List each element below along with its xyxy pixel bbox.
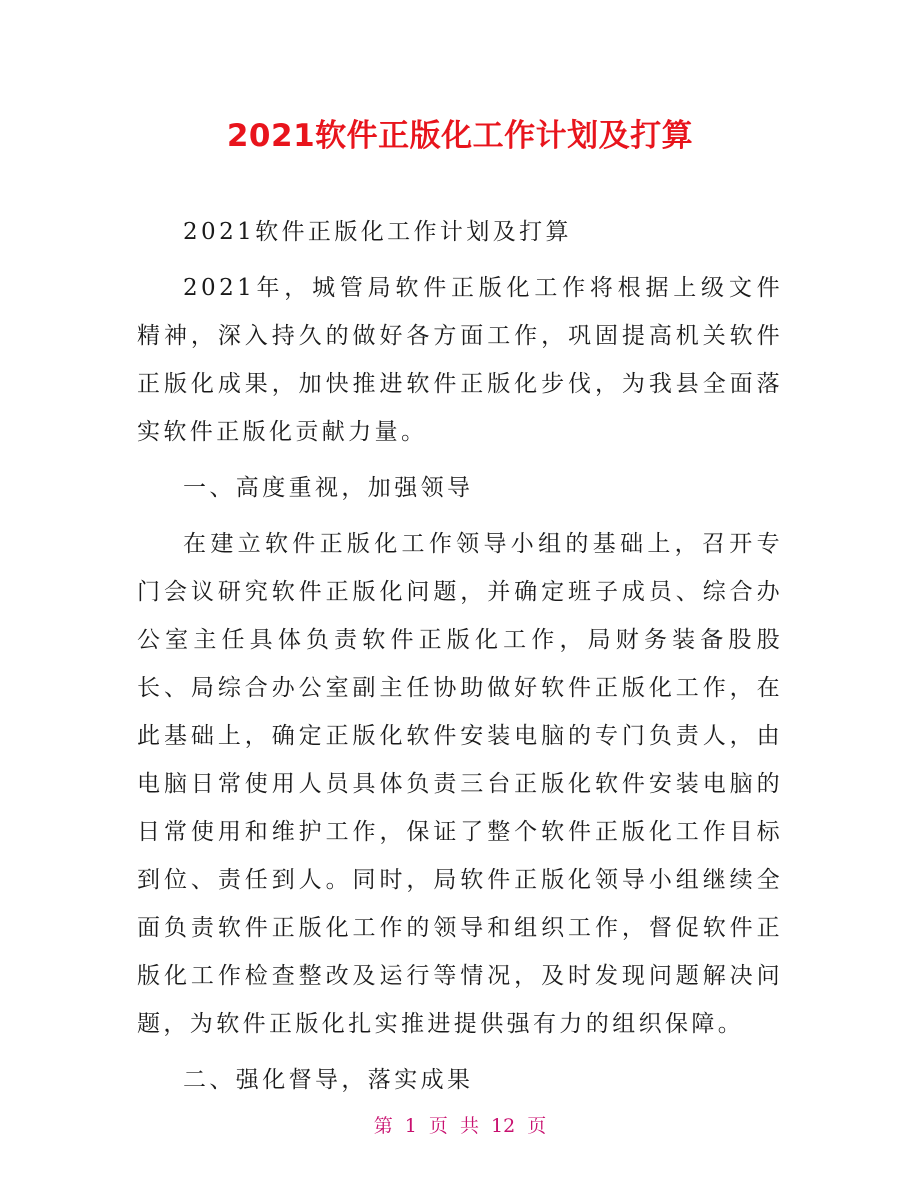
section-heading-1: 一、高度重视，加强领导 (183, 475, 474, 501)
page-number-footer: 第 1 页 共 12 页 (373, 1115, 547, 1137)
intro-paragraph: 2021年，城管局软件正版化工作将根据上级文件精神，深入持久的做好各方面工作，巩固提高机关软件正版化成果，加快推进软件正版化步伐，为我县全面落实软件正版化贡献力量。 (137, 275, 783, 445)
subtitle-paragraph: 2021软件正版化工作计划及打算 (183, 219, 572, 245)
section-1-paragraph: 在建立软件正版化工作领导小组的基础上，召开专门会议研究软件正版化问题，并确定班子成员、综合办公室主任具体负责软件正版化工作，局财务装备股股长、局综合办公室副主任协助做好软件正版化工作，在此基础上，确定正版化软件安装电脑的专门负责人，由电脑日常使用人员具体负责三台正版化软件安装电脑的日常使用和维护工作，保证了整个软件正版化工作目标到位、责任到人。同时，局软件正版化领导小组继续全面负责软件正版化工作的领导和组织工作，督促软件正版化工作检查整改及运行等情况，及时发现问题解决问题，为软件正版化扎实推进提供强有力的组织保障。 (137, 531, 783, 1037)
document-body (137, 208, 783, 1104)
document-title: 2021软件正版化工作计划及打算 (226, 118, 694, 154)
section-heading-2: 二、强化督导，落实成果 (183, 1067, 474, 1093)
